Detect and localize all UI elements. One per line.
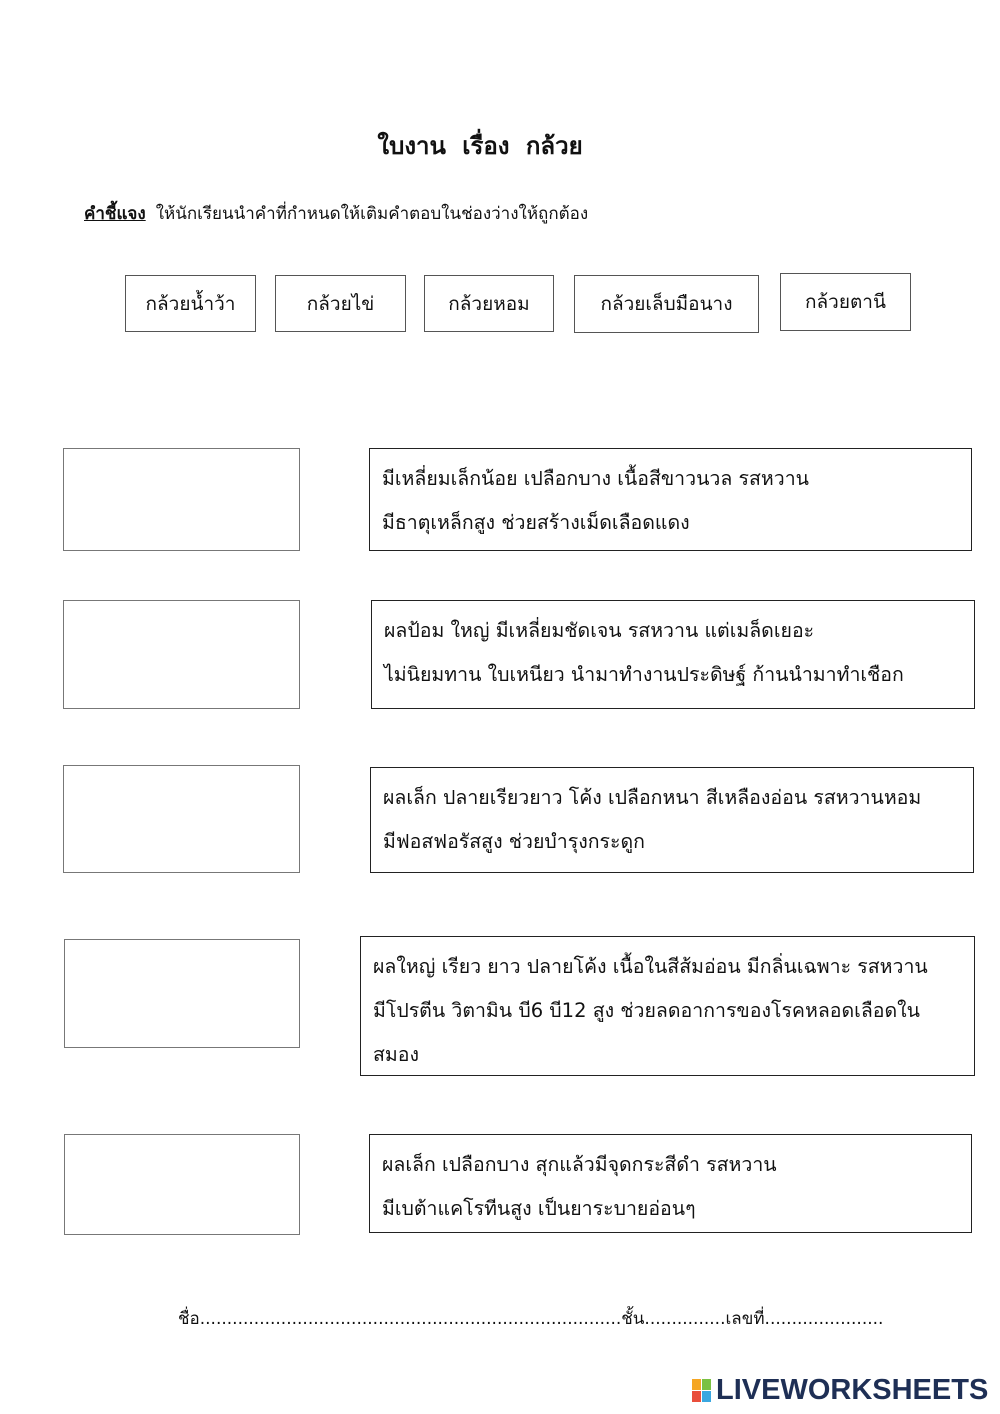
- description-line: มีเบต้าแคโรทีนสูง เป็นยาระบายอ่อนๆ: [382, 1197, 696, 1220]
- word-bank-item: กล้วยหอม: [424, 275, 554, 332]
- student-info-line: [178, 1305, 883, 1332]
- description-line: มีธาตุเหล็กสูง ช่วยสร้างเม็ดเลือดแดง: [382, 511, 690, 534]
- worksheet-title: ใบงาน เรื่อง กล้วย: [377, 132, 583, 160]
- name-label: ชื่อ: [178, 1309, 200, 1329]
- description-box-1: [369, 448, 972, 551]
- description-box-3: [370, 767, 974, 873]
- word-bank-item: กล้วยไข่: [275, 275, 406, 332]
- word-bank-item: กล้วยเล็บมือนาง: [574, 275, 759, 333]
- description-line: มีเหลี่ยมเล็กน้อย เปลือกบาง เนื้อสีขาวนวล รสหวาน: [382, 467, 809, 490]
- liveworksheets-logo: [692, 1374, 988, 1407]
- instruction: [84, 200, 588, 227]
- answer-box-4[interactable]: [64, 939, 300, 1048]
- word-bank-item: กล้วยตานี: [780, 273, 911, 331]
- description-box-2: [371, 600, 975, 709]
- description-line: สมอง: [373, 1043, 419, 1066]
- description-line: ผลใหญ่ เรียว ยาว ปลายโค้ง เนื้อในสีส้มอ่อน มีกลิ่นเฉพาะ รสหวาน: [373, 955, 928, 978]
- number-label: เลขที่: [725, 1309, 765, 1329]
- description-line: ผลเล็ก ปลายเรียวยาว โค้ง เปลือกหนา สีเหลืองอ่อน รสหวานหอม: [383, 786, 922, 809]
- description-box-4: [360, 936, 975, 1076]
- instruction-text: ให้นักเรียนนำคำที่กำหนดให้เติมคำตอบในช่องว่างให้ถูกต้อง: [155, 204, 589, 224]
- word-bank-item: กล้วยน้ำว้า: [125, 275, 256, 332]
- answer-box-3[interactable]: [63, 765, 300, 873]
- class-field: ...............: [644, 1309, 726, 1329]
- description-line: มีโปรตีน วิตามิน บี6 บี12 สูง ช่วยลดอาการของโรคหลอดเลือดใน: [373, 999, 920, 1022]
- description-line: ไม่นิยมทาน ใบเหนียว นำมาทำงานประดิษฐ์ ก้านนำมาทำเชือก: [384, 663, 904, 686]
- answer-box-2[interactable]: [63, 600, 300, 709]
- class-label: ชั้น: [621, 1309, 645, 1329]
- answer-box-1[interactable]: [63, 448, 300, 551]
- name-field: ..............................................................................: [199, 1309, 622, 1329]
- number-field: ......................: [764, 1309, 884, 1329]
- description-box-5: [369, 1134, 972, 1233]
- description-line: ผลเล็ก เปลือกบาง สุกแล้วมีจุดกระสีดำ รสหวาน: [382, 1153, 777, 1176]
- description-line: มีฟอสฟอรัสสูง ช่วยบำรุงกระดูก: [383, 830, 645, 853]
- description-line: ผลป้อม ใหญ่ มีเหลี่ยมชัดเจน รสหวาน แต่เมล็ดเยอะ: [384, 619, 815, 642]
- instruction-label: คำชี้แจง: [84, 204, 146, 224]
- answer-box-5[interactable]: [64, 1134, 300, 1235]
- logo-grid-icon: [692, 1379, 712, 1403]
- logo-text: LIVEWORKSHEETS: [716, 1374, 989, 1406]
